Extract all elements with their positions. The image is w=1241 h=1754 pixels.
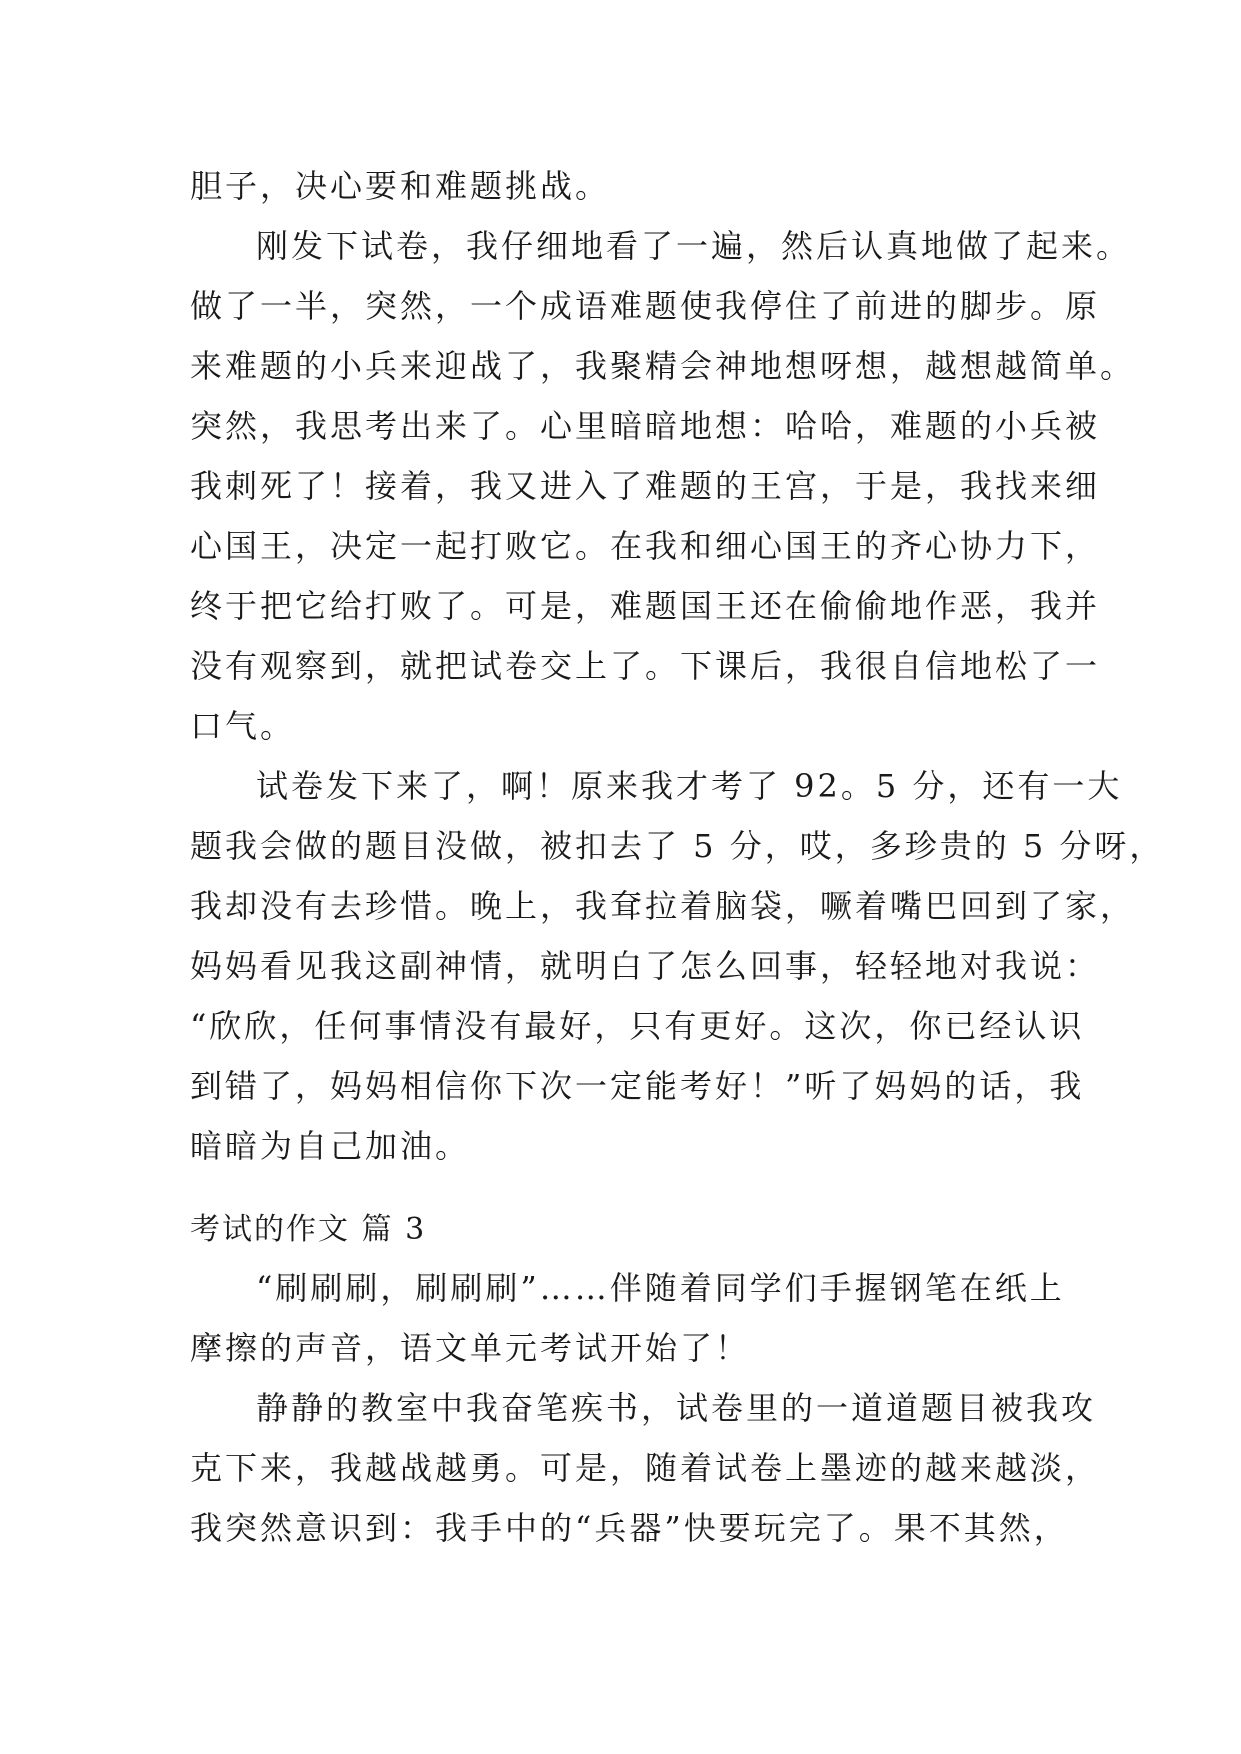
paragraph-line: 来难题的小兵来迎战了，我聚精会神地想呀想，越想越简单。 (190, 347, 1136, 385)
paragraph-line: 我突然意识到：我手中的“兵器”快要玩完了。果不其然， (190, 1509, 1069, 1547)
section-heading: 考试的作文 篇 3 (190, 1212, 427, 1247)
paragraph-line: “欣欣，任何事情没有最好，只有更好。这次，你已经认识 (190, 1007, 1085, 1045)
paragraph-line: 终于把它给打败了。可是，难题国王还在偷偷地作恶，我并 (190, 587, 1101, 625)
paragraph-line: 突然，我思考出来了。心里暗暗地想：哈哈，难题的小兵被 (190, 407, 1101, 445)
paragraph-line: 摩擦的声音，语文单元考试开始了！ (190, 1329, 751, 1367)
paragraph-line: 做了一半，突然，一个成语难题使我停住了前进的脚步。原 (190, 287, 1101, 325)
paragraph-line: 胆子，决心要和难题挑战。 (190, 167, 611, 205)
paragraph-line: 没有观察到，就把试卷交上了。下课后，我很自信地松了一 (190, 647, 1101, 685)
paragraph-line: 我刺死了！接着，我又进入了难题的王宫，于是，我找来细 (190, 467, 1101, 505)
paragraph-line: 我却没有去珍惜。晚上，我耷拉着脑袋，噘着嘴巴回到了家， (190, 887, 1136, 925)
paragraph-line: 暗暗为自己加油。 (190, 1127, 471, 1165)
paragraph-line: 试卷发下来了，啊！原来我才考了 92。5 分，还有一大 (256, 767, 1123, 805)
paragraph-line: 克下来，我越战越勇。可是，随着试卷上墨迹的越来越淡， (190, 1449, 1101, 1487)
paragraph-line: 妈妈看见我这副神情，就明白了怎么回事，轻轻地对我说： (190, 947, 1101, 985)
paragraph-line: 心国王，决定一起打败它。在我和细心国王的齐心协力下， (190, 527, 1101, 565)
paragraph-line: 到错了，妈妈相信你下次一定能考好！”听了妈妈的话，我 (190, 1067, 1085, 1105)
paragraph-line: 题我会做的题目没做，被扣去了 5 分，哎，多珍贵的 5 分呀， (190, 827, 1165, 865)
paragraph-line: 刚发下试卷，我仔细地看了一遍，然后认真地做了起来。 (256, 227, 1132, 265)
paragraph-line: 口气。 (190, 707, 296, 745)
paragraph-line: 静静的教室中我奋笔疾书，试卷里的一道道题目被我攻 (256, 1389, 1097, 1427)
paragraph-line: “刷刷刷，刷刷刷”……伴随着同学们手握钢笔在纸上 (256, 1269, 1065, 1307)
